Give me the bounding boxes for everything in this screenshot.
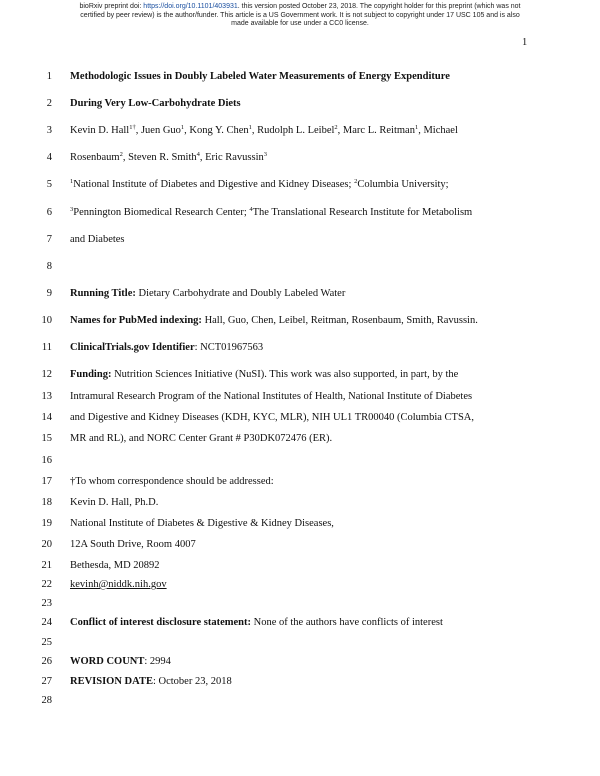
manuscript-line bbox=[0, 70, 600, 84]
manuscript-line bbox=[0, 655, 600, 669]
manuscript-line bbox=[0, 233, 600, 247]
manuscript-line bbox=[0, 368, 600, 382]
line-number: 13 bbox=[41, 391, 52, 402]
line-number: 12 bbox=[41, 369, 52, 380]
line-number: 14 bbox=[41, 412, 52, 423]
manuscript-line bbox=[0, 390, 600, 404]
running-title: Running Title: Dietary Carbohydrate and Doubly Labeled Water bbox=[70, 288, 346, 299]
banner-line-2: certified by peer review) is the author/funder. This article is a US Government work. It is not subject to copyright under 17 USC 105 and is also bbox=[80, 11, 520, 19]
manuscript-line bbox=[0, 178, 600, 192]
line-number: 9 bbox=[46, 288, 52, 299]
manuscript-line bbox=[0, 124, 600, 138]
email-link[interactable]: kevinh@niddk.nih.gov bbox=[70, 579, 167, 590]
affiliations-line-3: and Diabetes bbox=[70, 234, 125, 245]
line-number: 6 bbox=[46, 207, 52, 218]
funding-line-1: Funding: Nutrition Sciences Initiative (NuSI). This work was also supported, in part, by the bbox=[70, 369, 459, 380]
line-number: 23 bbox=[41, 598, 52, 609]
manuscript-line bbox=[0, 260, 600, 274]
line-number: 19 bbox=[41, 518, 52, 529]
line-number: 7 bbox=[46, 234, 52, 245]
manuscript-line bbox=[0, 694, 600, 708]
manuscript-line bbox=[0, 432, 600, 446]
manuscript-line bbox=[0, 454, 600, 468]
line-number: 27 bbox=[41, 676, 52, 687]
manuscript-line bbox=[0, 517, 600, 531]
line-number: 5 bbox=[46, 179, 52, 190]
manuscript-line bbox=[0, 341, 600, 355]
line-number: 24 bbox=[41, 617, 52, 628]
line-number: 2 bbox=[46, 98, 52, 109]
manuscript-line bbox=[0, 616, 600, 630]
line-number: 26 bbox=[41, 656, 52, 667]
manuscript-line bbox=[0, 496, 600, 510]
manuscript-line bbox=[0, 151, 600, 165]
preprint-banner bbox=[40, 3, 560, 29]
line-number: 10 bbox=[41, 315, 52, 326]
banner-line-3: made available for use under a CC0 license. bbox=[231, 20, 369, 28]
line-number: 25 bbox=[41, 637, 52, 648]
manuscript-line bbox=[0, 411, 600, 425]
title-line-2: During Very Low-Carbohydrate Diets bbox=[70, 98, 241, 109]
word-count: WORD COUNT: 2994 bbox=[70, 656, 171, 667]
line-number: 20 bbox=[41, 539, 52, 550]
banner-line-1: bioRxiv preprint doi: https://doi.org/10.1101/403931. this version posted October 23, 2018. The copyright holder for this preprint (which was not bbox=[79, 3, 521, 10]
conflict-statement: Conflict of interest disclosure statement: None of the authors have conflicts of interest bbox=[70, 617, 443, 628]
clinical-trials-id: ClinicalTrials.gov Identifier: NCT01967563 bbox=[70, 342, 264, 353]
correspondence-address: 12A South Drive, Room 4007 bbox=[70, 539, 196, 550]
affiliations-line-2: $^3$Pennington Biomedical Research Center; $^4$The Translational Research Institute for Metabolism bbox=[70, 206, 473, 218]
authors-line-1: Kevin D. Hall$^{1\dagger}$, Juen Guo$^1$, Kong Y. Chen$^1$, Rudolph L. Leibel$^2$, Marc L. Reitman$^1$, Michael bbox=[70, 124, 458, 136]
manuscript-line bbox=[0, 538, 600, 552]
affiliations-line-1: $^1$National Institute of Diabetes and Digestive and Kidney Diseases; $^2$Columbia University; bbox=[70, 178, 449, 190]
line-number: 3 bbox=[46, 125, 52, 136]
line-number: 15 bbox=[41, 433, 52, 444]
line-number: 1 bbox=[46, 71, 52, 82]
manuscript-line bbox=[0, 314, 600, 328]
manuscript-line bbox=[0, 636, 600, 650]
correspondence-city: Bethesda, MD 20892 bbox=[70, 560, 160, 571]
line-number: 21 bbox=[41, 560, 52, 571]
line-number: 22 bbox=[41, 579, 52, 590]
correspondence-name: Kevin D. Hall, Ph.D. bbox=[70, 497, 159, 508]
manuscript-line bbox=[0, 578, 600, 592]
pubmed-names: Names for PubMed indexing: Hall, Guo, Chen, Leibel, Reitman, Rosenbaum, Smith, Ravussin. bbox=[70, 315, 478, 326]
doi-link[interactable]: https://doi.org/10.1101/403931 bbox=[143, 3, 238, 10]
correspondence-heading: †To whom correspondence should be addressed: bbox=[70, 476, 274, 487]
manuscript-line bbox=[0, 597, 600, 611]
manuscript-line bbox=[0, 559, 600, 573]
revision-date: REVISION DATE: October 23, 2018 bbox=[70, 676, 232, 687]
manuscript-line bbox=[0, 97, 600, 111]
correspondence-institute: National Institute of Diabetes & Digestive & Kidney Diseases, bbox=[70, 518, 334, 529]
funding-line-2: Intramural Research Program of the National Institutes of Health, National Institute of Diabetes bbox=[70, 391, 473, 402]
funding-line-3: and Digestive and Kidney Diseases (KDH, KYC, MLR), NIH UL1 TR00040 (Columbia CTSA, bbox=[70, 412, 475, 423]
line-number: 18 bbox=[41, 497, 52, 508]
manuscript-line bbox=[0, 287, 600, 301]
line-number: 11 bbox=[41, 342, 52, 353]
authors-line-2: Rosenbaum$^2$, Steven R. Smith$^4$, Eric Ravussin$^3$ bbox=[70, 151, 268, 163]
line-number: 16 bbox=[41, 455, 52, 466]
line-number: 28 bbox=[41, 695, 52, 706]
manuscript-line bbox=[0, 206, 600, 220]
title-line-1: Methodologic Issues in Doubly Labeled Water Measurements of Energy Expenditure bbox=[70, 71, 450, 82]
funding-line-4: MR and RL), and NORC Center Grant # P30DK072476 (ER). bbox=[70, 433, 333, 444]
line-number: 17 bbox=[41, 476, 52, 487]
line-number: 4 bbox=[46, 152, 52, 163]
page-number: 1 bbox=[522, 37, 528, 48]
line-number: 8 bbox=[46, 261, 52, 272]
manuscript-line bbox=[0, 675, 600, 689]
manuscript-line bbox=[0, 475, 600, 489]
